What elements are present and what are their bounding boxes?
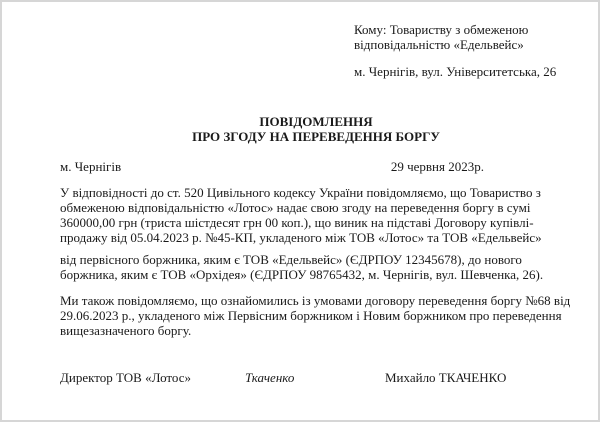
document-date: 29 червня 2023р. <box>390 159 484 174</box>
signatory-role: Директор ТОВ «Лотос» <box>60 370 192 385</box>
addressee-address: м. Чернігів, вул. Університетська, 26 <box>354 64 557 79</box>
addressee-line-2: відповідальністю «Едельвейс» <box>354 37 524 52</box>
paragraph-acknowledgement: Ми також повідомляємо, що ознайомились із умовами договору переведення боргу №68 від 29.06.2023 р., укладеного між Первісним боржником і Новим боржником про переведення вищезазначеного боргу. <box>60 293 571 338</box>
signature-row <box>60 370 572 385</box>
paragraph-debtors: від первісного боржника, яким є ТОВ «Едельвейс» (ЄДРПОУ 12345678), до нового боржника, яким є ТОВ «Орхідея» (ЄДРПОУ 98765432, м. Чернігів, вул. Шевченка, 26). <box>60 252 544 282</box>
document-city: м. Чернігів <box>60 159 122 174</box>
handwritten-signature: Ткаченко <box>245 370 295 385</box>
title-line-1: ПОВІДОМЛЕННЯ <box>259 114 373 129</box>
city-date-row <box>60 159 572 174</box>
title-line-2: ПРО ЗГОДУ НА ПЕРЕВЕДЕННЯ БОРГУ <box>192 129 440 144</box>
addressee-block <box>354 22 572 79</box>
addressee-line-1: Кому: Товариству з обмеженою <box>354 22 529 37</box>
paragraph-consent: У відповідності до ст. 520 Цивільного кодексу України повідомляємо, що Товариство з обмеженою відповідальністю «Лотос» надає свою згоду на переведення боргу в сумі 360000,00 грн (триста шістдесят грн 00 коп.), що виник на підставі Договору купівлі-продажу від 05.04.2023 р. №45-КП, укладеного між ТОВ «Лотос» та ТОВ «Едельвейс» <box>60 185 542 245</box>
document-title <box>60 114 572 144</box>
signatory-name: Михайло ТКАЧЕНКО <box>385 370 507 385</box>
